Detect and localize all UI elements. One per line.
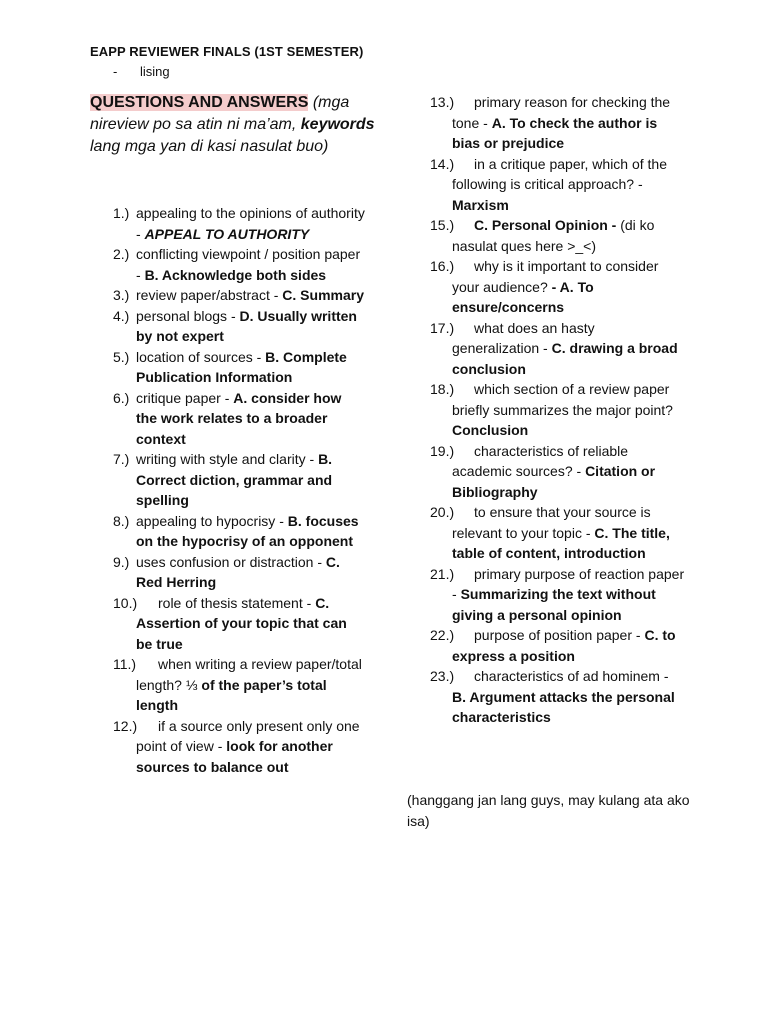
- answer-text: C. Summary: [282, 287, 364, 303]
- qa-item: [430, 318, 685, 380]
- right-column: [430, 92, 685, 728]
- qa-list-left: [113, 203, 365, 777]
- intro-note-1: (mga nireview po sa atin ni ma’am,: [90, 94, 350, 133]
- question-text: when writing a review paper/total length? ⅓: [136, 656, 362, 693]
- qa-item: [430, 92, 685, 154]
- qa-item: [113, 244, 365, 285]
- answer-note: (di ko nasulat ques here >_<): [452, 217, 655, 254]
- qa-item: [113, 716, 365, 778]
- answer-text: C. The title, table of content, introduction: [452, 524, 670, 561]
- item-number: 14.): [430, 155, 455, 172]
- answer-text: C. Assertion of your topic that can be true: [136, 594, 347, 652]
- question-text: appealing to hypocrisy -: [136, 512, 288, 529]
- qa-item: [430, 625, 685, 666]
- question-text: what does an hasty generalization -: [452, 319, 595, 356]
- question-text: [452, 217, 474, 233]
- answer-text: C. drawing a broad conclusion: [452, 340, 678, 377]
- question-text: why is it important to consider your audience?: [452, 258, 659, 295]
- qa-item: [430, 256, 685, 318]
- answer-text: B. Correct diction, grammar and spelling: [136, 451, 333, 508]
- answer-text: B. Complete Publication Information: [136, 348, 347, 385]
- answer-text: A. consider how the work relates to a broader context: [136, 389, 342, 447]
- item-number: 4.): [113, 307, 130, 324]
- question-text: purpose of position paper -: [474, 627, 645, 643]
- qa-item: [113, 449, 365, 511]
- question-text: role of thesis statement -: [158, 594, 316, 611]
- item-number: 23.): [430, 668, 455, 684]
- item-number: 13.): [430, 94, 455, 110]
- item-number: 2.): [113, 246, 130, 262]
- item-number: 16.): [430, 258, 455, 274]
- question-text: characteristics of ad hominem -: [474, 668, 669, 684]
- question-text: location of sources -: [136, 348, 266, 365]
- question-text: critique paper -: [136, 389, 234, 406]
- author-name: lising: [140, 64, 170, 79]
- item-number: 7.): [113, 451, 130, 467]
- answer-text: C. to express a position: [452, 627, 676, 664]
- item-number: 12.): [113, 717, 138, 734]
- qa-item: [113, 552, 365, 593]
- qa-item: [430, 441, 685, 503]
- answer-text: Conclusion: [452, 422, 529, 438]
- qa-item: [113, 388, 365, 450]
- answer-text: - A. To ensure/concerns: [452, 278, 594, 315]
- question-text: uses confusion or distraction -: [136, 553, 326, 570]
- qa-item: [113, 285, 365, 306]
- intro-note-2: lang mga yan di kasi nasulat buo): [90, 138, 329, 155]
- section-heading: QUESTIONS AND ANSWERS: [90, 94, 309, 111]
- question-text: primary reason for checking the tone -: [452, 94, 671, 131]
- intro-keywords: keywords: [300, 116, 375, 133]
- question-text: to ensure that your source is relevant to your topic -: [452, 504, 651, 541]
- qa-item: [430, 564, 685, 626]
- qa-item: [113, 203, 365, 244]
- item-number: 6.): [113, 389, 130, 406]
- answer-text: of the paper’s total length: [136, 676, 327, 713]
- author-dash: -: [113, 64, 118, 79]
- answer-text: APPEAL TO AUTHORITY: [144, 225, 310, 242]
- item-number: 1.): [113, 205, 130, 221]
- question-text: personal blogs -: [136, 307, 240, 324]
- qa-item: [113, 511, 365, 552]
- author-line: [90, 64, 363, 79]
- item-number: 20.): [430, 504, 455, 520]
- item-number: 22.): [430, 627, 455, 643]
- qa-list-right: [430, 92, 685, 728]
- qa-item: [430, 379, 685, 441]
- qa-item: [113, 593, 365, 655]
- answer-text: B. Acknowledge both sides: [144, 266, 327, 283]
- question-text: which section of a review paper briefly summarizes the major point?: [452, 381, 673, 418]
- answer-text: A. To check the author is bias or prejudice: [452, 114, 658, 151]
- item-number: 3.): [113, 287, 130, 303]
- question-text: conflicting viewpoint / position paper -: [136, 246, 361, 283]
- item-number: 5.): [113, 348, 130, 365]
- qa-item: [430, 215, 685, 256]
- answer-text: look for another sources to balance out: [136, 738, 333, 775]
- answer-text: C. Personal Opinion -: [474, 217, 621, 233]
- question-text: in a critique paper, which of the following is critical approach? -: [452, 155, 668, 192]
- answer-text: C. Red Herring: [136, 553, 340, 590]
- item-number: 17.): [430, 319, 455, 336]
- qa-item: [113, 654, 365, 716]
- footer-note: (hanggang jan lang guys, may kulang ata ako isa): [407, 792, 690, 829]
- answer-text: B. focuses on the hypocrisy of an opponent: [136, 512, 359, 549]
- question-text: primary purpose of reaction paper -: [452, 565, 685, 602]
- qa-item: [430, 666, 685, 728]
- left-column: [113, 203, 365, 777]
- question-text: characteristics of reliable academic sources? -: [452, 442, 629, 479]
- item-number: 11.): [113, 656, 137, 672]
- item-number: 9.): [113, 553, 130, 570]
- question-text: appealing to the opinions of authority -: [136, 205, 365, 242]
- document-title: EAPP REVIEWER FINALS (1ST SEMESTER): [90, 44, 364, 59]
- answer-text: B. Argument attacks the personal characteristics: [452, 688, 675, 725]
- answer-text: Citation or Bibliography: [452, 463, 656, 500]
- question-text: writing with style and clarity -: [136, 451, 319, 467]
- answer-text: Marxism: [452, 196, 509, 213]
- question-text: if a source only present only one point of view -: [136, 717, 360, 754]
- item-number: 8.): [113, 512, 130, 529]
- question-text: review paper/abstract -: [136, 287, 283, 303]
- qa-item: [430, 502, 685, 564]
- item-number: 18.): [430, 381, 455, 397]
- qa-item: [113, 347, 365, 388]
- item-number: 21.): [430, 565, 455, 582]
- qa-item: [430, 154, 685, 216]
- item-number: 19.): [430, 442, 455, 459]
- document-header: [90, 44, 363, 79]
- item-number: 15.): [430, 217, 455, 233]
- item-number: 10.): [113, 594, 138, 611]
- qa-item: [113, 306, 365, 347]
- intro-paragraph: [90, 92, 390, 158]
- answer-text: Summarizing the text without giving a personal opinion: [452, 586, 656, 623]
- answer-text: D. Usually written by not expert: [136, 307, 357, 344]
